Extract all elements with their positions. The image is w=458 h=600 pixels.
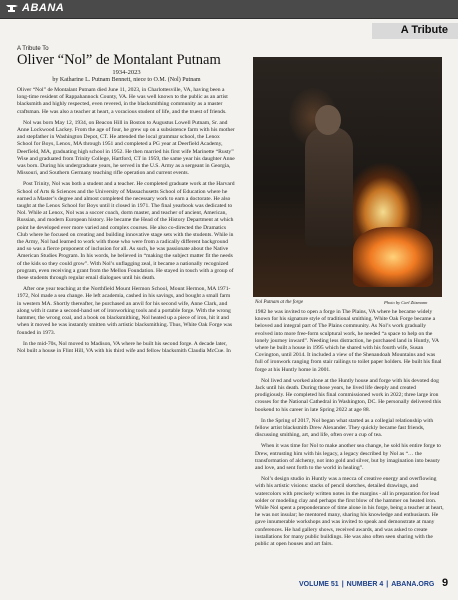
footer-separator: | bbox=[341, 581, 344, 588]
paragraph: Post Trinity, Nol was both a student and a teacher. He completed graduate work at the Harvard School of Arts & Sciences and the University of Massachusetts School of Education where he earned a Master’s degree and almost completed the necessary work to earn a doctorate. He also taught at the Lenox School for Boys until it closed in 1971. The final yearbook was dedicated to Nol. While at Lenox, Nol was a soccer coach, dorm master, and teacher of ancient, American, Russian, and modern European history. He became the Head of the History Department at which point he developed ever more varied and complex courses. He also co-directed the Dramatics Club where he focused on creating and building innovative stage sets with the students. While in the Army, Nol had learned to work with those who were from a radically different background and so was a fierce proponent of inclusion for all. As such, he was passionate about the Native American Studies Program. In his words, he believed in “making the subject matter fit the needs of the kids so they could grow”. With Nol’s unflagging zeal, it became a nationally recognized program, even receiving a grant from the Mellon Foundation. He stayed in touch with a group of these students through regular email dialogues until his death. bbox=[17, 181, 235, 282]
section-title: A Tribute bbox=[400, 24, 448, 36]
photo-figure bbox=[305, 127, 353, 247]
article-kicker: A Tribute To bbox=[17, 46, 49, 52]
paragraph: 1982 he was invited to open a forge in The Plains, VA where he became widely known for his signature style of traditional smithing. White Oak Forge became a beloved and integral part of The Plains community. As Nol’s work gradually evolved into more free-form sculptural work, he needed “a space to help on the lonely journey inward”. Needing less distraction, he purchased land in Huntly, VA where he built a house in 1995 which he shared with his fourth wife, Susan Covington, until 2014. It included a view of the Shenandoah Mountains and was full of ironwork ranging from stair railings to toilet paper holders. He built his final forge at his Huntly home in 2001. bbox=[255, 309, 442, 373]
section-tab bbox=[372, 23, 458, 39]
paragraph: Oliver “Nol” de Montalant Putnam died June 11, 2023, in Charlottesville, VA, having been a long-time resident of Rappahannock County, VA. He was well known to the public as an artist blacksmith and highly respected, even revered, in the blacksmithing community as a master craftsman. He was also a teacher at heart, a voracious student of life, and the truest of friends. bbox=[17, 87, 228, 115]
article-byline: by Katharine L. Putnam Bennett, niece to O.M. (Nol) Putnam bbox=[52, 77, 201, 83]
paragraph: Nol lived and worked alone at the Huntly house and forge with his devoted dog Jack until his death. During those years, he lived life deeply and created prodigiously. He completed his final commissioned work in 2022; three large iron crosses for the National Cathedral in Washington, DC. He personally delivered this bookend to his career in late Spring 2022 at age 88. bbox=[255, 377, 442, 413]
article-dates: 1934-2023 bbox=[112, 69, 141, 76]
paragraph: In the mid-70s, Nol moved to Madison, VA where he built his second forge. A decade later, Nol built a house in Flint Hill, VA with his third wife and fellow blacksmith Claudia McCue. In bbox=[17, 340, 231, 354]
footer-separator: | bbox=[386, 581, 389, 588]
paragraph: Nol was born May 12, 1934, on Beacon Hill in Boston to Augustus Lowell Putnam, Sr. and Anne Lockwood Lackey. From the age of four, he grew up on a subsistence farm with his mother and stepfather in Washington Depot, CT. He attended the local grammar school, the Lenox School for Boys, Lenox, MA through 1951 and completed a PG year at Deerfield Academy, Deerfield, MA, graduating high school in 1952. He then married his first wife Marinette “Rusty” Wise and graduated from Trinity College, Hartford, CT in 1959, the same year his daughter Anne was born. During his undergraduate years, he served in the U.S. Army as a sergeant in Georgia, Missouri, and Southern Germany teaching rifle operation and current events. bbox=[17, 119, 235, 177]
paragraph: After one year teaching at the Northfield Mount Hermon School, Mount Hermon, MA 1971-1972, Nol made a sea change. He left academia, cashed in his savings, and bought a small farm in western MA. Shortly thereafter, he purchased an anvil for his second wife, Anne Clark, and along with it came a second-hand set of ironworking tools and a portable forge. With the wrong hammer, the wrong coal, and a book on blacksmithing, Nol heated up a piece of iron, hit it and when it moved he was instantly smitten with artistic blacksmithing. Thus, White Oak Forge was founded in 1973. bbox=[17, 286, 233, 336]
photo-head bbox=[315, 105, 341, 135]
footer-site: ABANA.ORG bbox=[391, 581, 435, 588]
right-column bbox=[255, 309, 444, 552]
left-column bbox=[17, 40, 236, 359]
paragraph: When it was time for Nol to make another sea change, he sold his entire forge to Drew, entrusting him with his legacy, a legacy described by Nol as “… the transformation of alchemy, not into gold and silver, but by imagination into beauty and love, and sent forth to the world in healing”. bbox=[255, 443, 441, 472]
photo-credit: Photo by Carl Zitzmann bbox=[384, 300, 428, 305]
anvil-icon bbox=[5, 3, 19, 13]
page-number: 9 bbox=[442, 577, 449, 589]
footer bbox=[299, 581, 434, 588]
photo-forge-fire bbox=[353, 227, 433, 287]
footer-number: NUMBER 4 bbox=[346, 581, 384, 588]
article-title: Oliver “Nol” de Montalant Putnam bbox=[17, 52, 221, 68]
paragraph: Nol’s design studio in Huntly was a mecca of creative energy and overflowing with his artistic visions: stacks of pencil sketches, detailed drawings, and watercolors with precisely written notes in the margins - all in preparation for lead solder or modeling clay and perhaps the first blow of the hammer on heated iron. While Nol spent a preponderance of time alone in his forge, being a teacher at heart, he was not insular; he mentored many, sharing his knowledge and enthusiasm. He gave innumerable workshops and was invited to speak and demonstrate at many conferences. He had gallery shows, received awards, and was asked to create installations for many public buildings. He was also often seen sharing with the public at open houses and art fairs. bbox=[255, 476, 444, 548]
logo-text: ABANA bbox=[22, 2, 65, 14]
paragraph: In the Spring of 2017, Nol began what started as a collegial relationship with fellow artist blacksmith Drew Alexander. They quickly became fast friends, discussing smithing, art, and life, often over a cup of tea. bbox=[255, 417, 434, 439]
footer-volume: VOLUME 51 bbox=[299, 581, 339, 588]
photo-caption: Nol Putnam at the forge bbox=[255, 300, 304, 305]
left-body bbox=[17, 87, 236, 355]
header-bar bbox=[0, 0, 458, 19]
forge-photo bbox=[253, 57, 442, 297]
abana-logo bbox=[5, 2, 64, 14]
